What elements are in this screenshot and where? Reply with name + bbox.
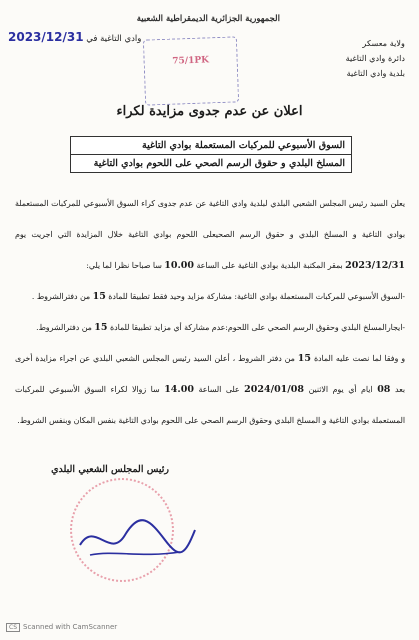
registration-stamp: [143, 36, 239, 105]
camscanner-icon: CS: [6, 623, 20, 632]
scanner-footer: [6, 623, 117, 632]
date-line: [8, 30, 141, 44]
page-title: اعلان عن عدم جدوى مزايدة لكراء: [116, 104, 303, 119]
daira-label: دائرة وادي التاغية: [345, 53, 405, 63]
stamp-code: 75/1PK: [172, 55, 210, 67]
subject-line-2: المسلخ البلدي و حقوق الرسم الصحي على اللحوم بوادي التاغية: [71, 154, 351, 172]
commune-label: بلدية وادي التاغية: [346, 68, 405, 78]
subject-line-1: السوق الأسبوعي للمركبات المستعملة بوادي التاغية: [142, 140, 345, 151]
republic-header: الجمهورية الجزائرية الديمقراطية الشعبية: [136, 14, 280, 24]
subject-box: [70, 136, 352, 173]
handwritten-signature: [70, 500, 200, 570]
administration-header: [285, 36, 405, 81]
footer-text: Scanned with CamScanner: [23, 623, 118, 631]
paragraph-3: -ايجارالمسلخ البلدي وحقوق الرسم الصحي على اللحوم:عدم مشاركة أي مزايد تطبيقا للمادة 15 من دفترالشروط.: [36, 322, 405, 333]
place-label: وادي التاغية في: [86, 34, 142, 44]
paragraph-1: يعلن السيد رئيس المجلس الشعبي البلدي لبلدية وادي التاغية عن عدم جدوى كراء السوق الأسبوعي للمركبات المستعملة بوادي التاغية و المسلخ البلدي و حقوق الرسم الصحيعلى اللحوم بوادي التاغية خلال المزايدة التي اجريت يوم 2023/12/31 بمقر المكتبة البلدية بوادي التاغية على الساعة 10.00 سا صباحا نظرا لما يلي:: [15, 199, 405, 271]
wilaya-label: ولاية معسكر: [362, 38, 405, 48]
issue-date: 2023/12/31: [8, 30, 84, 44]
signature-title: رئيس المجلس الشعبي البلدي: [51, 464, 169, 475]
paragraph-4: و وفقا لما نصت عليه المادة 15 من دفتر الشروط ، أعلن السيد رئيس المجلس الشعبي البلدي عن اجراء مزايدة أخرى بعد 08 ايام أي يوم الاثنين 2024/01/08 على الساعة 14.00 سا زوالا لكراء السوق الأسبوعي للمركبات المستعملة بوادي التاغية و المسلخ البلدي وحقوق الرسم الصحي على اللحوم بوادي التاغية بنفس المكان وبنفس الشروط.: [15, 353, 406, 425]
paragraph-2: -السوق الأسبوعي للمركبات المستعملة بوادي التاغية: مشاركة مزايد وحيد فقط تطبيقا للمادة 15 من دفترالشروط .: [31, 291, 405, 302]
announcement-body: [15, 188, 405, 436]
